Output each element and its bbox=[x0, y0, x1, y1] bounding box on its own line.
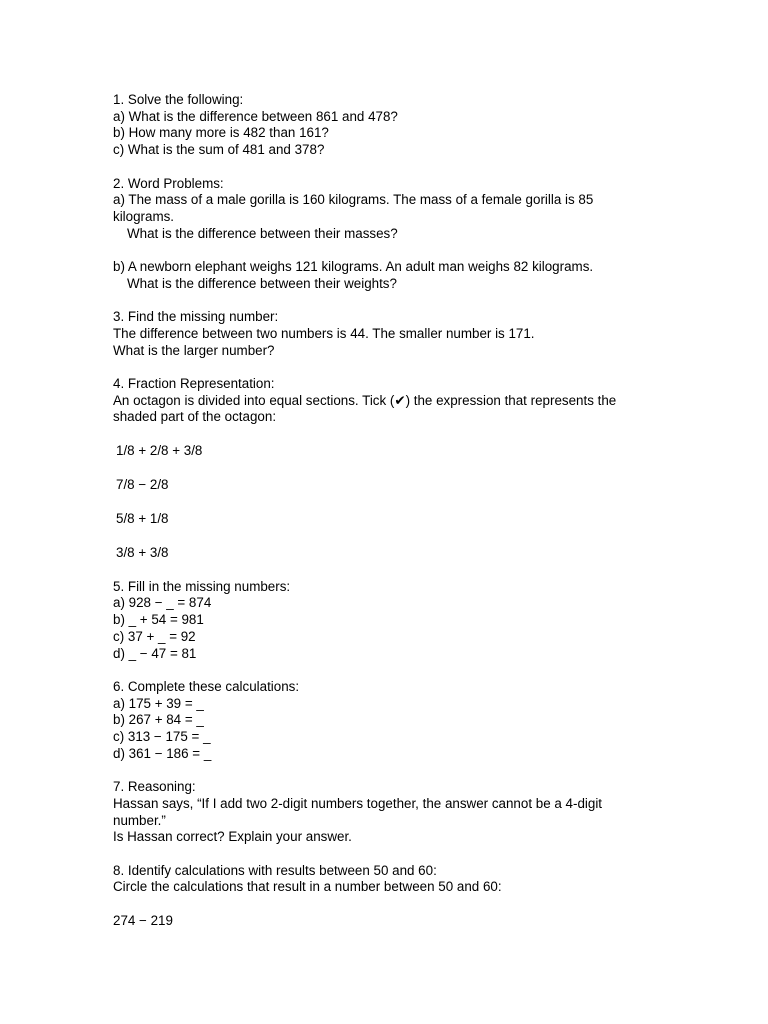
question-item: d) _ − 47 = 81 bbox=[113, 645, 197, 661]
question-text: Hassan says, “If I add two 2-digit numbers together, the answer cannot be a 4-digit number.” bbox=[113, 795, 606, 828]
question-item: d) 361 − 186 = _ bbox=[113, 745, 212, 761]
question-7 bbox=[113, 779, 643, 846]
question-item: c) 37 + _ = 92 bbox=[113, 628, 196, 644]
question-heading: 8. Identify calculations with results between 50 and 60: bbox=[113, 862, 437, 878]
question-item: b) _ + 54 = 981 bbox=[113, 612, 204, 628]
question-item: b) 267 + 84 = _ bbox=[113, 712, 204, 728]
question-heading: 4. Fraction Representation: bbox=[113, 375, 275, 391]
answer-option[interactable]: 7/8 − 2/8 bbox=[116, 476, 169, 492]
question-text: Is Hassan correct? Explain your answer. bbox=[113, 829, 352, 845]
question-instruction: Circle the calculations that result in a number between 50 and 60: bbox=[113, 879, 502, 895]
answer-option[interactable]: 3/8 + 3/8 bbox=[116, 545, 169, 561]
question-heading: 5. Fill in the missing numbers: bbox=[113, 578, 291, 594]
spacer bbox=[113, 242, 643, 259]
question-heading: 2. Word Problems: bbox=[113, 175, 224, 191]
question-instruction: An octagon is divided into equal sections. Tick (✔) the expression that represents the shaded part of the octagon: bbox=[113, 392, 620, 425]
question-item: What is the difference between their weights? bbox=[127, 275, 397, 291]
question-8 bbox=[113, 863, 643, 930]
question-heading: 1. Solve the following: bbox=[113, 92, 244, 107]
calculation-item[interactable]: 274 − 219 bbox=[113, 912, 173, 928]
question-heading: 6. Complete these calculations: bbox=[113, 678, 300, 694]
question-1 bbox=[113, 92, 643, 159]
question-5 bbox=[113, 579, 643, 663]
spacer bbox=[113, 426, 643, 443]
answer-option[interactable]: 1/8 + 2/8 + 3/8 bbox=[116, 442, 203, 458]
answer-options bbox=[113, 443, 643, 562]
question-item: a) 928 − _ = 874 bbox=[113, 595, 212, 611]
answer-option[interactable]: 5/8 + 1/8 bbox=[116, 511, 169, 527]
question-text: What is the larger number? bbox=[113, 342, 275, 358]
question-2 bbox=[113, 176, 643, 293]
question-item: b) How many more is 482 than 161? bbox=[113, 125, 329, 141]
spacer bbox=[113, 896, 643, 913]
question-item: What is the difference between their masses? bbox=[127, 225, 398, 241]
question-item: c) What is the sum of 481 and 378? bbox=[113, 142, 325, 158]
question-item: c) 313 − 175 = _ bbox=[113, 729, 211, 744]
question-heading: 7. Reasoning: bbox=[113, 779, 196, 795]
question-item: a) What is the difference between 861 and 478? bbox=[113, 108, 398, 124]
question-item: a) 175 + 39 = _ bbox=[113, 695, 204, 711]
question-heading: 3. Find the missing number: bbox=[113, 309, 279, 325]
question-item: b) A newborn elephant weighs 121 kilograms. An adult man weighs 82 kilograms. bbox=[113, 259, 594, 274]
question-3 bbox=[113, 309, 643, 359]
question-4 bbox=[113, 376, 643, 562]
worksheet-content bbox=[113, 92, 643, 946]
question-text: The difference between two numbers is 44. The smaller number is 171. bbox=[113, 325, 535, 341]
question-item: a) The mass of a male gorilla is 160 kilograms. The mass of a female gorilla is 85 kilograms. bbox=[113, 192, 598, 224]
question-6 bbox=[113, 679, 643, 763]
